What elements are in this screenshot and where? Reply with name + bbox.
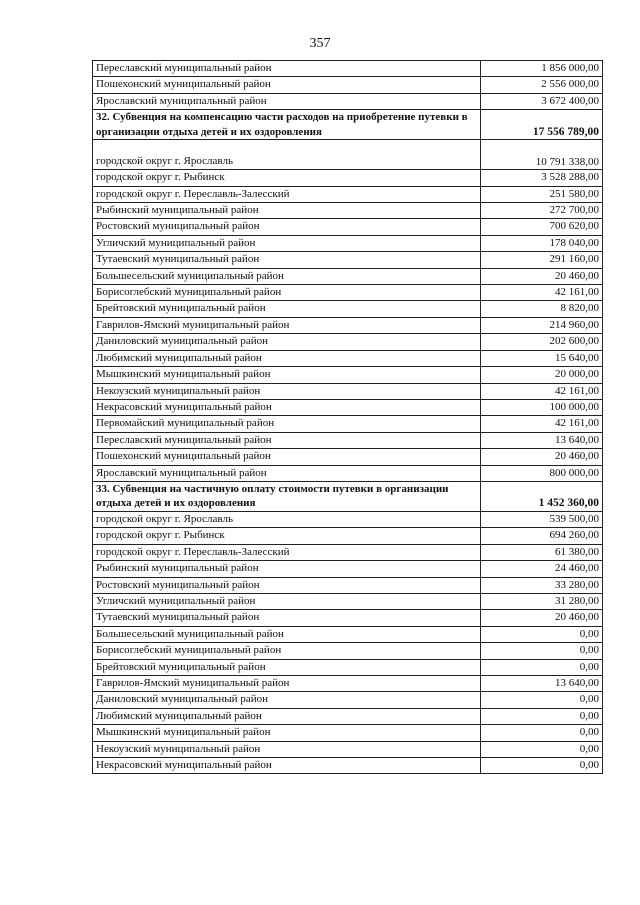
row-name: Пошехонский муниципальный район: [93, 77, 481, 93]
table-row: [93, 465, 603, 481]
table-row: [93, 186, 603, 202]
row-value: 3 672 400,00: [481, 93, 603, 109]
row-value: 42 161,00: [481, 383, 603, 399]
row-value: 20 460,00: [481, 610, 603, 626]
table-row: [93, 577, 603, 593]
section-row: [93, 481, 603, 511]
row-value: 214 960,00: [481, 317, 603, 333]
row-name: Мышкинский муниципальный район: [93, 367, 481, 383]
row-value: 0,00: [481, 708, 603, 724]
row-value: 8 820,00: [481, 301, 603, 317]
table-row: [93, 285, 603, 301]
row-value: 0,00: [481, 626, 603, 642]
table-row: [93, 367, 603, 383]
row-name: Угличский муниципальный район: [93, 593, 481, 609]
table-row: [93, 252, 603, 268]
row-name: Ярославский муниципальный район: [93, 465, 481, 481]
table-row: [93, 610, 603, 626]
row-value: 3 528 288,00: [481, 170, 603, 186]
row-name: Брейтовский муниципальный район: [93, 659, 481, 675]
row-name: городской округ г. Ярославль: [93, 140, 481, 170]
row-name: Рыбинский муниципальный район: [93, 561, 481, 577]
rows-a: [93, 61, 603, 110]
row-name: Некрасовский муниципальный район: [93, 758, 481, 774]
row-name: Угличский муниципальный район: [93, 235, 481, 251]
row-name: Гаврилов-Ямский муниципальный район: [93, 676, 481, 692]
row-name: городской округ г. Переславль-Залесский: [93, 186, 481, 202]
table-row: [93, 758, 603, 774]
table-row: [93, 725, 603, 741]
row-value: 42 161,00: [481, 285, 603, 301]
row-name: Даниловский муниципальный район: [93, 334, 481, 350]
row-value: 202 600,00: [481, 334, 603, 350]
row-value: 20 460,00: [481, 449, 603, 465]
rows-c: [93, 511, 603, 774]
row-name: Некоузский муниципальный район: [93, 383, 481, 399]
row-value: 1 856 000,00: [481, 61, 603, 77]
row-name: Большесельский муниципальный район: [93, 626, 481, 642]
row-name: Борисоглебский муниципальный район: [93, 285, 481, 301]
row-value: 291 160,00: [481, 252, 603, 268]
table-row: [93, 626, 603, 642]
table-row: [93, 301, 603, 317]
section-row: [93, 110, 603, 140]
row-name: Большесельский муниципальный район: [93, 268, 481, 284]
table-row: [93, 383, 603, 399]
row-value: 15 640,00: [481, 350, 603, 366]
row-value: 31 280,00: [481, 593, 603, 609]
row-value: 13 640,00: [481, 432, 603, 448]
row-value: 10 791 338,00: [481, 140, 603, 170]
row-value: 178 040,00: [481, 235, 603, 251]
row-name: Переславский муниципальный район: [93, 432, 481, 448]
row-value: 33 280,00: [481, 577, 603, 593]
row-value: 251 580,00: [481, 186, 603, 202]
table-row: [93, 692, 603, 708]
row-name: Ярославский муниципальный район: [93, 93, 481, 109]
row-name: Мышкинский муниципальный район: [93, 725, 481, 741]
row-name: Даниловский муниципальный район: [93, 692, 481, 708]
row-name: Первомайский муниципальный район: [93, 416, 481, 432]
row-name: городской округ г. Ярославль: [93, 511, 481, 527]
table-row: [93, 544, 603, 560]
row-value: 0,00: [481, 758, 603, 774]
row-name: Любимский муниципальный район: [93, 350, 481, 366]
section-title: 32. Субвенция на компенсацию части расходов на приобретение путевки в организации отдыха детей и их оздоровления: [93, 110, 481, 140]
row-name: Брейтовский муниципальный район: [93, 301, 481, 317]
section-total: 17 556 789,00: [481, 110, 603, 140]
budget-table: [92, 60, 603, 774]
row-value: 0,00: [481, 725, 603, 741]
row-value: 24 460,00: [481, 561, 603, 577]
table-row: [93, 708, 603, 724]
row-value: 20 460,00: [481, 268, 603, 284]
table-row: [93, 561, 603, 577]
row-name: городской округ г. Рыбинск: [93, 170, 481, 186]
page-number: 357: [309, 36, 331, 51]
table-row: [93, 416, 603, 432]
table-row: [93, 235, 603, 251]
table-row: [93, 61, 603, 77]
table-row: [93, 449, 603, 465]
row-value: 0,00: [481, 692, 603, 708]
table-row: [93, 593, 603, 609]
row-name: Некоузский муниципальный район: [93, 741, 481, 757]
table-row: [93, 170, 603, 186]
row-value: 694 260,00: [481, 528, 603, 544]
table-row: [93, 399, 603, 415]
row-name: Тутаевский муниципальный район: [93, 252, 481, 268]
row-name: Ростовский муниципальный район: [93, 219, 481, 235]
table-row: [93, 317, 603, 333]
row-value: 539 500,00: [481, 511, 603, 527]
table-row: [93, 334, 603, 350]
row-value: 61 380,00: [481, 544, 603, 560]
row-value: 2 556 000,00: [481, 77, 603, 93]
rows-b: [93, 170, 603, 482]
row-value: 100 000,00: [481, 399, 603, 415]
row-value: 272 700,00: [481, 203, 603, 219]
table-row: [93, 219, 603, 235]
row-value: 0,00: [481, 659, 603, 675]
row-name: Ростовский муниципальный район: [93, 577, 481, 593]
row-value: 0,00: [481, 741, 603, 757]
section-total: 1 452 360,00: [481, 481, 603, 511]
row-value: 13 640,00: [481, 676, 603, 692]
table-row: [93, 140, 603, 170]
row-value: 42 161,00: [481, 416, 603, 432]
table-row: [93, 511, 603, 527]
table-row: [93, 93, 603, 109]
row-value: 0,00: [481, 643, 603, 659]
table-row: [93, 350, 603, 366]
table-row: [93, 203, 603, 219]
row-value: 800 000,00: [481, 465, 603, 481]
row-name: Тутаевский муниципальный район: [93, 610, 481, 626]
table-row: [93, 432, 603, 448]
section-32: [93, 110, 603, 170]
row-name: Пошехонский муниципальный район: [93, 449, 481, 465]
row-name: городской округ г. Переславль-Залесский: [93, 544, 481, 560]
row-name: городской округ г. Рыбинск: [93, 528, 481, 544]
row-name: Гаврилов-Ямский муниципальный район: [93, 317, 481, 333]
table-row: [93, 659, 603, 675]
row-name: Любимский муниципальный район: [93, 708, 481, 724]
table-row: [93, 676, 603, 692]
table-row: [93, 77, 603, 93]
table-row: [93, 528, 603, 544]
row-value: 20 000,00: [481, 367, 603, 383]
row-name: Некрасовский муниципальный район: [93, 399, 481, 415]
row-name: Борисоглебский муниципальный район: [93, 643, 481, 659]
table-row: [93, 741, 603, 757]
row-name: Переславский муниципальный район: [93, 61, 481, 77]
row-value: 700 620,00: [481, 219, 603, 235]
table-row: [93, 268, 603, 284]
section-33: [93, 481, 603, 511]
row-name: Рыбинский муниципальный район: [93, 203, 481, 219]
table-row: [93, 643, 603, 659]
section-title: 33. Субвенция на частичную оплату стоимости путевки в организации отдыха детей и их оздоровления: [93, 481, 481, 511]
